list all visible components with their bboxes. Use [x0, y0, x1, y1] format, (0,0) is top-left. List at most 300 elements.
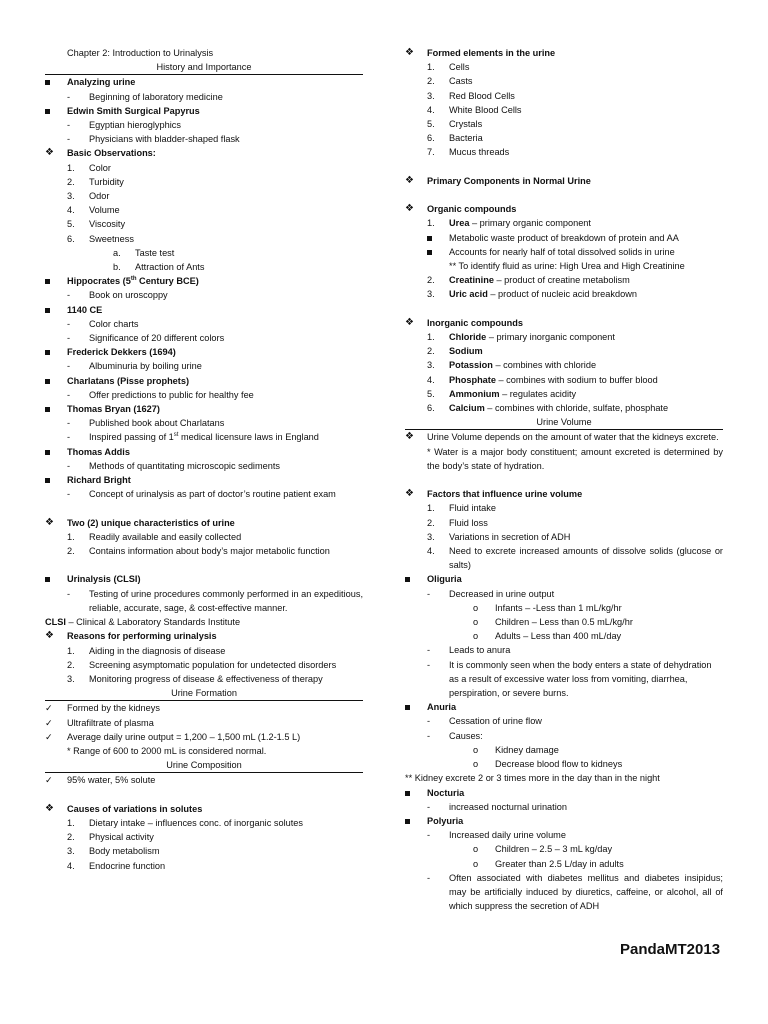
note-line [405, 131, 723, 145]
note-text: Cells [449, 62, 470, 73]
square-bullet-icon [45, 104, 67, 118]
note-text: Cessation of urine flow [449, 716, 542, 727]
note-line [45, 629, 363, 643]
note-text: Bacteria [449, 133, 483, 144]
list-marker: - [427, 716, 431, 727]
square-bullet-icon [405, 700, 427, 714]
section-heading-urine-formation: Urine Formation [45, 686, 363, 701]
note-text: Body metabolism [89, 846, 160, 857]
list-marker: 3. [427, 90, 435, 101]
note-line [405, 373, 723, 387]
note-line [45, 203, 363, 217]
note-line [45, 473, 363, 487]
square-bullet-icon [45, 374, 67, 388]
square-bullet-icon [45, 345, 67, 359]
note-line [45, 90, 363, 104]
list-marker: 2. [67, 176, 75, 187]
circle-bullet-icon: o [473, 858, 479, 869]
note-text: Crystals [449, 119, 483, 130]
note-line [405, 245, 723, 259]
note-line [405, 445, 723, 473]
note-line [45, 146, 363, 160]
note-line [405, 857, 723, 871]
note-line [405, 530, 723, 544]
note-text: Children – 2.5 – 3 mL kg/day [495, 844, 613, 855]
note-line [405, 714, 723, 728]
note-text: Color charts [89, 318, 139, 329]
note-line [405, 516, 723, 530]
note-line [45, 345, 363, 359]
note-line [405, 729, 723, 743]
diamond-bullet-icon: ❖ [405, 488, 414, 500]
note-text: Concept of urinalysis as part of doctor’s routine patient exam [89, 489, 336, 500]
note-text: Potassion – combines with chloride [449, 360, 597, 371]
note-text: Physical activity [89, 832, 154, 843]
square-bullet-icon [45, 274, 67, 288]
list-marker: 2. [67, 659, 75, 670]
note-line [45, 388, 363, 402]
section-heading-urine-composition: Urine Composition [45, 758, 363, 773]
note-line [405, 216, 723, 230]
note-line [405, 174, 723, 188]
note-text: Casts [449, 76, 473, 87]
note-text: Analyzing urine [67, 77, 136, 88]
list-marker: 4. [67, 205, 75, 216]
note-text: Creatinine – product of creatine metabolism [449, 275, 630, 286]
note-line [405, 74, 723, 88]
list-marker: 1. [67, 817, 75, 828]
note-text: Book on uroscoppy [89, 290, 168, 301]
circle-bullet-icon: o [473, 631, 479, 642]
list-marker: - [427, 730, 431, 741]
list-marker: 5. [427, 119, 435, 130]
note-line [45, 487, 363, 501]
note-text: * Water is a major body constituent; amount excreted is determined by the body’s state of hydration. [427, 446, 723, 471]
diamond-bullet-icon: ❖ [405, 174, 414, 186]
note-line [45, 530, 363, 544]
list-marker: - [67, 361, 71, 372]
list-marker: - [427, 801, 431, 812]
note-line [405, 487, 723, 501]
note-line [45, 161, 363, 175]
note-text: Metabolic waste product of breakdown of protein and AA [449, 232, 679, 243]
note-text: Red Blood Cells [449, 90, 515, 101]
note-line [45, 260, 363, 274]
list-marker: - [427, 659, 431, 670]
spacer [405, 160, 723, 174]
note-text: Accounts for nearly half of total dissolved solids in urine [449, 246, 675, 257]
note-text: Taste test [135, 247, 175, 258]
note-text: Ammonium – regulates acidity [449, 388, 577, 399]
list-marker: 1. [67, 162, 75, 173]
section-heading-history-and-importance: History and Importance [45, 60, 363, 75]
note-text: Polyuria [427, 815, 464, 826]
note-text: Inspired passing of 1st medical licensure laws in England [89, 432, 319, 443]
square-bullet-icon [45, 445, 67, 459]
diamond-bullet-icon: ❖ [45, 630, 54, 642]
note-line [405, 46, 723, 60]
note-line [45, 175, 363, 189]
note-line [45, 730, 363, 744]
note-line [405, 544, 723, 572]
spacer [405, 473, 723, 487]
note-line [45, 587, 363, 615]
check-bullet-icon: ✓ [45, 703, 53, 714]
check-bullet-icon: ✓ [45, 717, 53, 728]
note-line [45, 104, 363, 118]
circle-bullet-icon: o [473, 744, 479, 755]
note-text: Thomas Bryan (1627) [67, 404, 160, 415]
note-text: Fluid loss [449, 517, 488, 528]
note-line [45, 830, 363, 844]
square-bullet-icon [45, 303, 67, 317]
note-text: Screening asymptomatic population for undetected disorders [89, 659, 337, 670]
note-line [405, 757, 723, 771]
list-marker: - [67, 290, 71, 301]
note-text: Decreased in urine output [449, 588, 555, 599]
note-line [45, 672, 363, 686]
note-line [45, 416, 363, 430]
list-marker: - [67, 460, 71, 471]
note-text: Oliguria [427, 574, 462, 585]
list-marker: 1. [427, 62, 435, 73]
note-line [45, 189, 363, 203]
note-line [45, 716, 363, 730]
note-line [405, 700, 723, 714]
note-line [405, 800, 723, 814]
diamond-bullet-icon: ❖ [45, 516, 54, 528]
note-line [45, 445, 363, 459]
note-line [45, 132, 363, 146]
circle-bullet-icon: o [473, 759, 479, 770]
diamond-bullet-icon: ❖ [405, 47, 414, 58]
note-line [45, 701, 363, 715]
note-text: Sweetness [89, 233, 134, 244]
square-bullet-icon [45, 75, 67, 89]
note-line [45, 572, 363, 586]
note-line [405, 358, 723, 372]
note-text: Uric acid – product of nucleic acid breakdown [449, 289, 637, 300]
note-line [405, 871, 723, 914]
list-marker: - [427, 830, 431, 841]
note-text: Significance of 20 different colors [89, 333, 225, 344]
note-text: Mucus threads [449, 147, 510, 158]
list-marker: 5. [427, 388, 435, 399]
note-text: Organic compounds [427, 204, 517, 215]
note-text: Dietary intake – influences conc. of inorganic solutes [89, 817, 303, 828]
note-line [45, 615, 363, 629]
diamond-bullet-icon: ❖ [45, 147, 54, 159]
note-line [405, 60, 723, 74]
note-line [45, 374, 363, 388]
list-marker: 1. [67, 645, 75, 656]
note-text: Aiding in the diagnosis of disease [89, 645, 226, 656]
note-text: Physicians with bladder-shaped flask [89, 134, 240, 145]
note-text: ** To identify fluid as urine: High Urea and High Creatinine [449, 261, 685, 272]
note-text: Monitoring progress of disease & effectiveness of therapy [89, 673, 323, 684]
note-text: Formed elements in the urine [427, 48, 556, 58]
note-line [45, 773, 363, 787]
note-text: 95% water, 5% solute [67, 775, 156, 786]
note-line [45, 816, 363, 830]
list-marker: - [67, 120, 71, 131]
note-text: Kidney damage [495, 744, 559, 755]
note-line [45, 274, 363, 288]
note-text: Beginning of laboratory medicine [89, 91, 223, 102]
note-text: Color [89, 162, 111, 173]
square-bullet-icon [45, 572, 67, 586]
note-line [405, 743, 723, 757]
note-line [405, 828, 723, 842]
list-marker: 3. [67, 191, 75, 202]
note-line [405, 658, 723, 701]
note-line [45, 75, 363, 89]
list-marker: - [67, 489, 71, 500]
note-text: Causes of variations in solutes [67, 803, 203, 814]
note-text: Urea – primary organic component [449, 218, 591, 229]
list-marker: 3. [67, 846, 75, 857]
note-text: CLSI – Clinical & Laboratory Standards Institute [45, 617, 241, 628]
note-text: Two (2) unique characteristics of urine [67, 517, 235, 528]
note-line [45, 844, 363, 858]
note-line [405, 587, 723, 601]
note-line [45, 46, 363, 60]
diamond-bullet-icon: ❖ [405, 316, 414, 328]
note-text: Odor [89, 191, 110, 202]
note-line [45, 232, 363, 246]
list-marker: 1. [67, 531, 75, 542]
spacer [405, 188, 723, 202]
note-text: Attraction of Ants [135, 262, 205, 273]
list-marker: 3. [427, 289, 435, 300]
note-line [45, 402, 363, 416]
note-line [405, 316, 723, 330]
diamond-bullet-icon: ❖ [405, 431, 414, 443]
note-text: Egyptian hieroglyphics [89, 120, 181, 131]
note-text: Published book about Charlatans [89, 418, 225, 429]
note-text: Basic Observations: [67, 148, 156, 159]
note-text: Fluid intake [449, 503, 496, 514]
note-text: Chloride – primary inorganic component [449, 332, 615, 343]
note-line [45, 118, 363, 132]
note-line [405, 103, 723, 117]
note-line [405, 814, 723, 828]
note-text: Increased daily urine volume [449, 830, 566, 841]
list-marker: 4. [67, 860, 75, 871]
note-line [45, 802, 363, 816]
note-text: Greater than 2.5 L/day in adults [495, 858, 624, 869]
note-line [45, 317, 363, 331]
list-marker: 4. [427, 104, 435, 115]
list-marker: - [67, 91, 71, 102]
note-line [405, 430, 723, 444]
note-text: Often associated with diabetes mellitus and diabetes insipidus; may be artificially induced by diuretics, caffeine, or alcohol, all of which suppress the secretion of ADH [449, 872, 723, 912]
note-text: Children – Less than 0.5 mL/kg/hr [495, 617, 633, 628]
list-marker: 2. [67, 546, 75, 557]
list-marker: 6. [427, 403, 435, 414]
square-bullet-icon [405, 814, 427, 828]
note-line [405, 344, 723, 358]
list-marker: - [67, 333, 71, 344]
note-text: ** Kidney excrete 2 or 3 times more in the day than in the night [405, 773, 660, 784]
note-text: Infants – -Less than 1 mL/kg/hr [495, 602, 622, 613]
note-line [405, 287, 723, 301]
note-text: Ultrafiltrate of plasma [67, 717, 154, 728]
note-text: Methods of quantitating microscopic sediments [89, 460, 280, 471]
note-line [45, 288, 363, 302]
note-text: Leads to anura [449, 645, 511, 656]
diamond-bullet-icon: ❖ [405, 203, 414, 215]
note-line [45, 744, 363, 758]
note-text: Causes: [449, 730, 483, 741]
note-text: Offer predictions to public for healthy fee [89, 389, 254, 400]
note-line [45, 516, 363, 530]
list-marker: 5. [67, 219, 75, 230]
list-marker: b. [113, 262, 121, 273]
note-text: Phosphate – combines with sodium to buffer blood [449, 374, 658, 385]
note-text: Reasons for performing urinalysis [67, 631, 217, 642]
note-text: Edwin Smith Surgical Papyrus [67, 105, 200, 116]
note-line [405, 273, 723, 287]
note-text: Decrease blood flow to kidneys [495, 759, 623, 770]
circle-bullet-icon: o [473, 844, 479, 855]
check-bullet-icon: ✓ [45, 775, 53, 786]
note-line [45, 544, 363, 558]
note-text: Factors that influence urine volume [427, 489, 583, 500]
list-marker: - [67, 432, 71, 443]
note-line [405, 643, 723, 657]
right-column [405, 46, 723, 913]
note-line [405, 117, 723, 131]
list-marker: 2. [67, 832, 75, 843]
list-marker: 6. [67, 233, 75, 244]
list-marker: 1. [427, 332, 435, 343]
note-line [405, 501, 723, 515]
list-marker: - [427, 588, 431, 599]
note-line [45, 331, 363, 345]
note-text: Testing of urine procedures commonly performed in an expeditious, reliable, accurate, sage, & cost-effective manner. [89, 588, 363, 613]
note-text: Volume [89, 205, 120, 216]
note-text: Inorganic compounds [427, 317, 523, 328]
list-marker: 4. [427, 374, 435, 385]
note-line [405, 387, 723, 401]
note-line [45, 859, 363, 873]
note-text: Readily available and easily collected [89, 531, 242, 542]
list-marker: - [427, 872, 431, 883]
diamond-bullet-icon: ❖ [45, 802, 54, 814]
note-text: Contains information about body’s major metabolic function [89, 546, 330, 557]
list-marker: - [427, 645, 431, 656]
note-text: Formed by the kidneys [67, 703, 160, 714]
note-line [45, 644, 363, 658]
square-bullet-icon [427, 245, 449, 259]
section-heading-urine-volume: Urine Volume [405, 415, 723, 430]
square-bullet-icon [405, 572, 427, 586]
note-line [405, 202, 723, 216]
list-marker: 3. [427, 360, 435, 371]
note-line [405, 401, 723, 415]
note-text: * Range of 600 to 2000 mL is considered normal. [67, 745, 267, 756]
note-text: Urinalysis (CLSI) [67, 574, 141, 585]
note-text: Frederick Dekkers (1694) [67, 347, 176, 358]
spacer [45, 502, 363, 516]
note-line [45, 217, 363, 231]
note-text: Variations in secretion of ADH [449, 531, 571, 542]
note-text: Turbidity [89, 176, 124, 187]
list-marker: - [67, 134, 71, 145]
note-text: Nocturia [427, 787, 465, 798]
note-line [405, 842, 723, 856]
left-column [45, 46, 363, 873]
spacer [45, 788, 363, 802]
list-marker: 2. [427, 76, 435, 87]
note-text: Hippocrates (5th Century BCE) [67, 276, 199, 287]
note-text: Richard Bright [67, 475, 131, 486]
note-line [405, 259, 723, 273]
footer-signature: PandaMT2013 [620, 941, 721, 958]
circle-bullet-icon: o [473, 602, 479, 613]
list-marker: - [67, 318, 71, 329]
square-bullet-icon [427, 231, 449, 245]
note-line [405, 572, 723, 586]
note-line [45, 246, 363, 260]
list-marker: 2. [427, 517, 435, 528]
note-text: White Blood Cells [449, 104, 522, 115]
square-bullet-icon [45, 402, 67, 416]
square-bullet-icon [45, 473, 67, 487]
note-text: Charlatans (Pisse prophets) [67, 375, 190, 386]
note-text: Sodium [449, 346, 483, 357]
note-text: Viscosity [89, 219, 126, 230]
note-text: Albuminuria by boiling urine [89, 361, 202, 372]
note-text: It is commonly seen when the body enters a state of dehydration as a result of excessive water loss from vomiting, diarrhea, perspiration, or severe burns. [449, 659, 712, 699]
note-line [405, 601, 723, 615]
note-line [405, 771, 723, 785]
list-marker: 6. [427, 133, 435, 144]
note-text: 1140 CE [67, 304, 103, 315]
note-line [405, 629, 723, 643]
note-text: Primary Components in Normal Urine [427, 175, 591, 186]
note-text: Urine Volume depends on the amount of water that the kidneys excrete. [427, 432, 719, 443]
list-marker: - [67, 588, 71, 599]
list-marker: 2. [427, 346, 435, 357]
note-line [45, 459, 363, 473]
circle-bullet-icon: o [473, 617, 479, 628]
note-text: Average daily urine output = 1,200 – 1,500 mL (1.2-1.5 L) [67, 731, 301, 742]
list-marker: 7. [427, 147, 435, 158]
note-line [405, 231, 723, 245]
note-line [405, 89, 723, 103]
note-line [405, 786, 723, 800]
note-text: Thomas Addis [67, 446, 130, 457]
note-line [45, 430, 363, 444]
list-marker: - [67, 389, 71, 400]
spacer [405, 302, 723, 316]
note-line [45, 303, 363, 317]
note-text: Chapter 2: Introduction to Urinalysis [67, 48, 214, 58]
list-marker: a. [113, 247, 121, 258]
note-line [45, 359, 363, 373]
note-text: increased nocturnal urination [449, 801, 567, 812]
note-text: Anuria [427, 702, 457, 713]
note-line [405, 145, 723, 159]
square-bullet-icon [405, 786, 427, 800]
note-text: Endocrine function [89, 860, 166, 871]
note-text: Need to excrete increased amounts of dissolve solids (glucose or salts) [449, 546, 723, 571]
list-marker: 3. [427, 531, 435, 542]
list-marker: 1. [427, 503, 435, 514]
spacer [45, 558, 363, 572]
